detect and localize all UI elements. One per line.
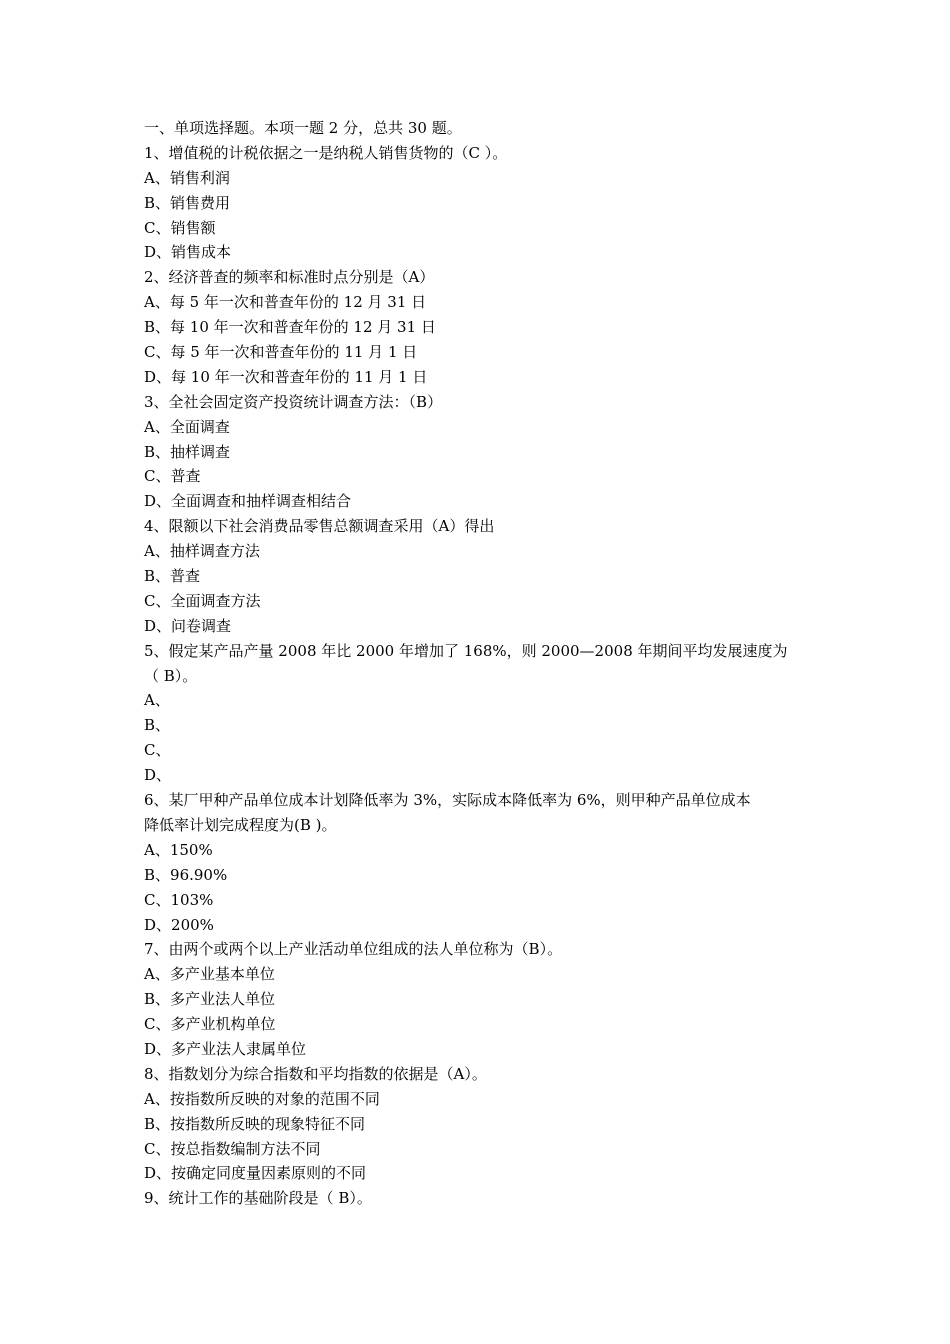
option-d: D、问卷调查 bbox=[144, 616, 232, 635]
option-a: A、按指数所反映的对象的范围不同 bbox=[144, 1089, 380, 1108]
option-b: B、销售费用 bbox=[144, 193, 231, 212]
option-a: A、全面调查 bbox=[144, 417, 230, 436]
option-c: C、 bbox=[144, 741, 171, 760]
option-c: C、每 5 年一次和普查年份的 11 月 1 日 bbox=[144, 343, 418, 362]
document-page bbox=[144, 116, 824, 1211]
option-b: B、 bbox=[144, 716, 171, 735]
option-b: B、多产业法人单位 bbox=[144, 990, 276, 1009]
option-a: A、 bbox=[144, 691, 170, 710]
question-8: 8、指数划分为综合指数和平均指数的依据是（A）。 bbox=[144, 1064, 487, 1083]
option-a: A、每 5 年一次和普查年份的 12 月 31 日 bbox=[144, 293, 427, 312]
option-c: C、全面调查方法 bbox=[144, 591, 261, 610]
question-5-continued: （ B）。 bbox=[144, 666, 198, 685]
option-d: D、销售成本 bbox=[144, 243, 232, 262]
option-a: A、150% bbox=[144, 840, 213, 859]
option-d: D、200% bbox=[144, 915, 214, 934]
question-1: 1、增值税的计税依据之一是纳税人销售货物的（C ）。 bbox=[144, 143, 508, 162]
question-4: 4、限额以下社会消费品零售总额调查采用（A）得出 bbox=[144, 517, 495, 536]
option-d: D、全面调查和抽样调查相结合 bbox=[144, 492, 352, 511]
question-3: 3、全社会固定资产投资统计调查方法：（B） bbox=[144, 392, 443, 411]
option-b: B、按指数所反映的现象特征不同 bbox=[144, 1114, 366, 1133]
option-d: D、按确定同度量因素原则的不同 bbox=[144, 1164, 367, 1183]
option-c: C、多产业机构单位 bbox=[144, 1015, 276, 1034]
option-a: A、多产业基本单位 bbox=[144, 965, 275, 984]
question-6-continued: 降低率计划完成程度为(B )。 bbox=[144, 815, 337, 834]
option-a: A、销售利润 bbox=[144, 168, 230, 187]
option-c: C、销售额 bbox=[144, 218, 216, 237]
section-heading: 一、单项选择题。本项一题 2 分，总共 30 题。 bbox=[144, 119, 462, 137]
question-5: 5、假定某产品产量 2008 年比 2000 年增加了 168%，则 2000—2008 年期间平均发展速度为 bbox=[144, 641, 788, 660]
option-b: B、抽样调查 bbox=[144, 442, 231, 461]
option-b: B、每 10 年一次和普查年份的 12 月 31 日 bbox=[144, 318, 436, 337]
question-6: 6、某厂甲种产品单位成本计划降低率为 3%，实际成本降低率为 6%，则甲种产品单位成本 bbox=[144, 791, 751, 810]
option-d: D、多产业法人隶属单位 bbox=[144, 1039, 307, 1058]
question-7: 7、由两个或两个以上产业活动单位组成的法人单位称为（B）。 bbox=[144, 940, 563, 959]
option-c: C、普查 bbox=[144, 467, 201, 486]
question-9: 9、统计工作的基础阶段是（ B）。 bbox=[144, 1189, 372, 1208]
option-c: C、按总指数编制方法不同 bbox=[144, 1139, 321, 1158]
option-a: A、抽样调查方法 bbox=[144, 542, 260, 561]
question-2: 2、经济普查的频率和标准时点分别是（A） bbox=[144, 268, 435, 287]
option-b: B、普查 bbox=[144, 567, 201, 586]
option-d: D、每 10 年一次和普查年份的 11 月 1 日 bbox=[144, 367, 428, 386]
option-c: C、103% bbox=[144, 890, 214, 909]
option-d: D、 bbox=[144, 766, 172, 785]
option-b: B、96.90% bbox=[144, 865, 228, 884]
